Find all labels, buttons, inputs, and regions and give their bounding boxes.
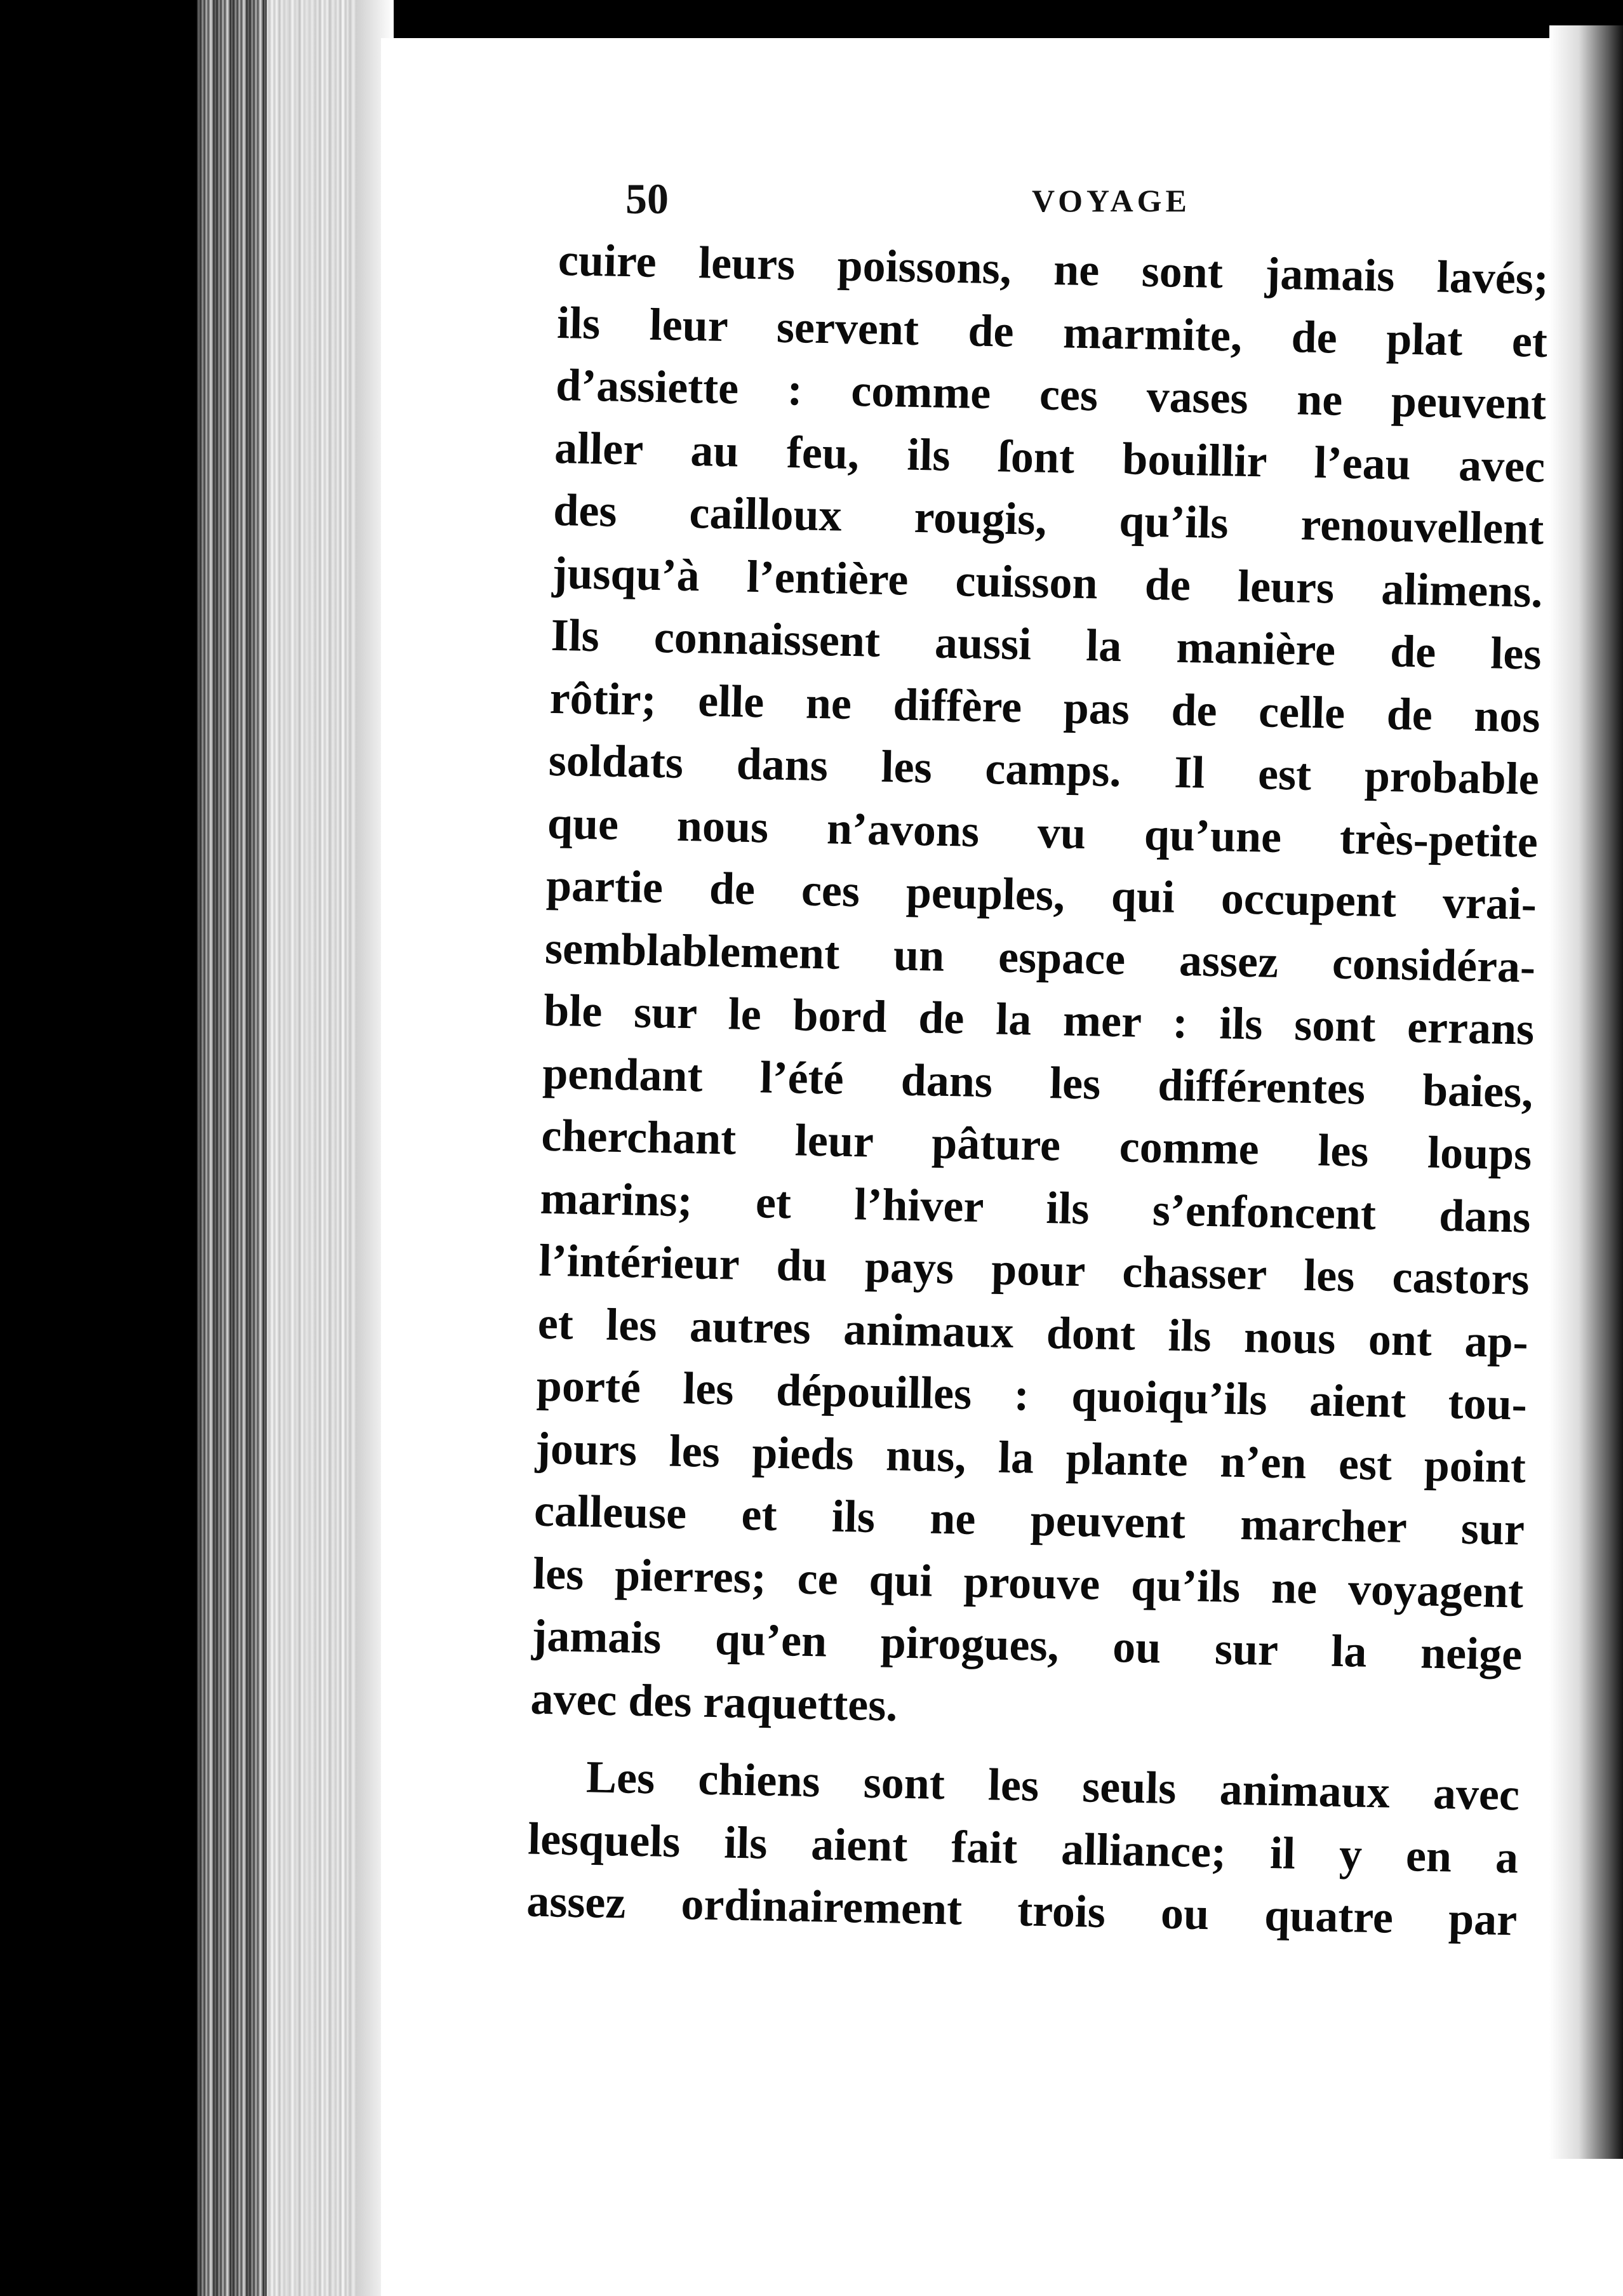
text-line: les pierres; ce qui prouve qu’ils ne voyagent: [532, 1547, 1524, 1618]
text-line: semblablement un espace assez considéra-: [544, 922, 1536, 992]
text-line: que nous n’avons vu qu’une très-petite: [547, 797, 1539, 867]
text-line: Les chiens sont les seuls animaux avec: [585, 1751, 1520, 1820]
bottom-margin: [381, 2159, 1623, 2296]
text-line: jusqu’à l’entière cuisson de leurs alimens.: [551, 547, 1544, 617]
text-line: d’assiette : comme ces vases ne peuvent: [555, 359, 1547, 429]
text-line: calleuse et ils ne peuvent marcher sur: [533, 1485, 1525, 1555]
body-text: [526, 229, 1549, 1951]
running-title: VOYAGE: [1032, 183, 1191, 218]
text-line: ils leur servent de marmite, de plat et: [556, 297, 1548, 367]
text-line: l’intérieur du pays pour chasser les castors: [538, 1234, 1530, 1305]
text-line: jamais qu’en pirogues, ou sur la neige: [531, 1610, 1523, 1680]
text-line: et les autres animaux dont ils nous ont ap-: [537, 1297, 1529, 1368]
text-line: lesquels ils aient fait alliance; il y en a: [527, 1813, 1519, 1883]
text-line: aller au feu, ils ſont bouillir l’eau avec: [554, 422, 1546, 492]
text-line: marins; et l’hiver ils s’enfoncent dans: [539, 1172, 1532, 1243]
text-line: Ils connaissent aussi la manière de les: [550, 609, 1542, 679]
text-line: jours les pieds nus, la plante n’en est point: [535, 1422, 1526, 1493]
text-line: porté les dépouilles : quoiqu’ils aient tou-: [536, 1359, 1528, 1430]
page-number: 50: [625, 175, 669, 223]
text-line: partie de ces peuples, qui occupent vrai-: [545, 859, 1537, 930]
text-line: pendant l’été dans les différentes baies,: [542, 1047, 1533, 1118]
paragraph-2: [526, 1745, 1519, 1951]
text-line: des cailloux rougis, qu’ils renouvellent: [552, 484, 1544, 554]
text-line: ble sur le bord de la mer : ils sont errans: [543, 984, 1535, 1055]
right-page-edge: [1549, 25, 1623, 2159]
text-line: soldats dans les camps. Il est probable: [548, 734, 1540, 804]
text-line: rôtir; elle ne diffère pas de celle de nos: [549, 672, 1541, 742]
text-line: assez ordinairement trois ou quatre par: [526, 1875, 1518, 1946]
paragraph-1: [530, 229, 1549, 1749]
text-line: cherchant leur pâture comme les loups: [540, 1109, 1533, 1180]
running-head: [625, 170, 1197, 227]
text-line: avec des raquettes.: [530, 1672, 898, 1731]
text-line: cuire leurs poissons, ne sont jamais lavés;: [558, 234, 1549, 304]
